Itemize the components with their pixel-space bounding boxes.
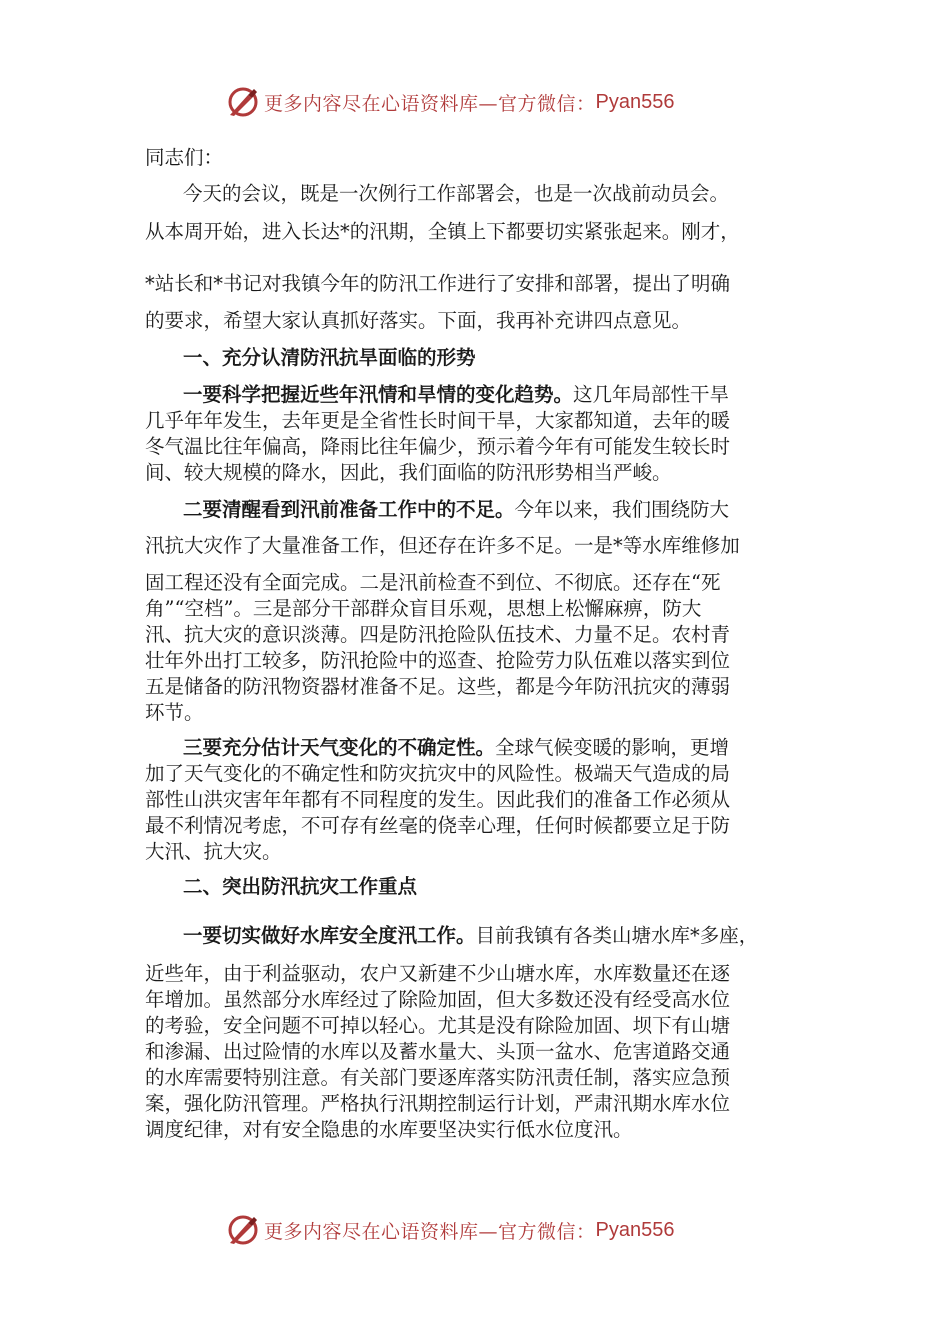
paragraph-text: 目前我镇有各类山塘水库*多座， [475,924,759,947]
paragraph-line: 最不利情况考虑，不可存有丝毫的侥幸心理，任何时候都要立足于防 [145,814,731,837]
paragraph-line: 和渗漏、出过险情的水库以及蓄水量大、头顶一盆水、危害道路交通 [145,1040,731,1063]
pen-circle-icon [226,1213,260,1247]
paragraph-line: 固工程还没有全面完成。二是汛前检查不到位、不彻底。还存在“死 [145,571,721,594]
header-watermark [0,82,950,122]
paragraph-text: 今年以来，我们围绕防大 [514,498,730,521]
paragraph-lead: 二要清醒看到汛前准备工作中的不足。 [183,498,515,521]
paragraph-line: 加了天气变化的不确定性和防灾抗灾中的风险性。极端天气造成的局 [145,762,731,785]
paragraph-text: 全球气候变暖的影响，更增 [495,736,730,759]
paragraph-line: 今天的会议，既是一次例行工作部署会，也是一次战前动员会。 [183,182,730,205]
paragraph-line: 几乎年年发生，去年更是全省性长时间干旱，大家都知道，去年的暖 [145,409,731,432]
section-heading-1: 一、充分认清防汛抗旱面临的形势 [183,346,476,369]
watermark-id: Pyan556 [595,90,675,113]
paragraph-line: 环节。 [145,701,204,724]
paragraph-line: 大汛、抗大灾。 [145,840,282,863]
paragraph-line: 壮年外出打工较多，防汛抢险中的巡查、抢险劳力队伍难以落实到位 [145,649,731,672]
watermark-text: 更多内容尽在心语资料库—官方微信： [264,92,596,115]
paragraph-line: *站长和*书记对我镇今年的防汛工作进行了安排和部署，提出了明确 [145,272,731,295]
paragraph-line: 汛抗大灾作了大量准备工作，但还存在许多不足。一是*等水库维修加 [145,534,740,557]
paragraph-line: 冬气温比往年偏高，降雨比往年偏少，预示着今年有可能发生较长时 [145,435,731,458]
paragraph-first-line [183,735,729,761]
paragraph-line: 调度纪律，对有安全隐患的水库要坚决实行低水位度汛。 [145,1118,633,1141]
paragraph-lead: 一要切实做好水库安全度汛工作。 [183,924,476,947]
paragraph-line: 近些年，由于利益驱动，农户又新建不少山塘水库，水库数量还在逐 [145,962,731,985]
watermark-text: 更多内容尽在心语资料库—官方微信： [264,1220,596,1243]
paragraph-line: 年增加。虽然部分水库经过了除险加固，但大多数还没有经受高水位 [145,988,731,1011]
paragraph-lead: 三要充分估计天气变化的不确定性。 [183,736,496,759]
footer-watermark [0,1210,950,1250]
paragraph-lead: 一要科学把握近些年汛情和旱情的变化趋势。 [183,383,574,406]
paragraph-line: 五是储备的防汛物资器材准备不足。这些，都是今年防汛抗灾的薄弱 [145,675,731,698]
paragraph-line: 汛、抗大灾的意识淡薄。四是防汛抢险队伍技术、力量不足。农村青 [145,623,731,646]
watermark-id: Pyan556 [595,1218,675,1241]
paragraph-line: 间、较大规模的降水，因此，我们面临的防汛形势相当严峻。 [145,461,672,484]
paragraph-first-line [183,382,729,408]
paragraph-line: 的水库需要特别注意。有关部门要逐库落实防汛责任制，落实应急预 [145,1066,731,1089]
section-heading-2: 二、突出防汛抗灾工作重点 [183,875,418,898]
paragraph-line: 的要求，希望大家认真抓好落实。下面，我再补充讲四点意见。 [145,309,692,332]
pen-circle-icon [226,85,260,119]
paragraph-line: 案，强化防汛管理。严格执行汛期控制运行计划，严肃汛期水库水位 [145,1092,731,1115]
paragraph-line: 角”“空档”。三是部分干部群众盲目乐观，思想上松懈麻痹，防大 [145,597,702,620]
paragraph-line: 从本周开始，进入长达*的汛期，全镇上下都要切实紧张起来。刚才， [145,220,740,243]
paragraph-first-line [183,497,729,523]
paragraph-text: 这几年局部性干旱 [573,383,730,406]
paragraph-first-line [183,923,758,949]
paragraph-line: 部性山洪灾害年年都有不同程度的发生。因此我们的准备工作必须从 [145,788,731,811]
salutation: 同志们： [145,146,224,169]
paragraph-line: 的考验，安全问题不可掉以轻心。尤其是没有除险加固、坝下有山塘 [145,1014,731,1037]
